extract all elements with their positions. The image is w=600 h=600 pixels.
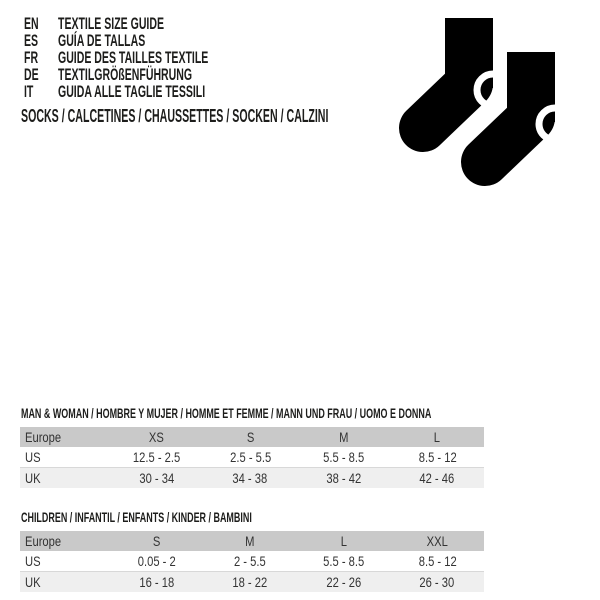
language-title: TEXTILGRÖßENFÜHRUNG xyxy=(58,64,193,84)
size-value: 22 - 26 xyxy=(326,574,362,590)
table-row xyxy=(20,447,484,468)
column-header: M xyxy=(339,429,349,445)
region-label: US xyxy=(25,553,41,569)
region-label: UK xyxy=(25,470,41,486)
column-header: L xyxy=(340,533,347,549)
size-value: 8.5 - 12 xyxy=(418,449,457,465)
table-row xyxy=(20,468,484,489)
language-code: ES xyxy=(24,30,39,50)
language-row-de xyxy=(24,66,300,83)
size-value: 8.5 - 12 xyxy=(418,553,457,569)
header-row xyxy=(20,531,484,551)
sock-back xyxy=(423,18,509,128)
adult-size-table xyxy=(20,406,484,488)
column-header: XS xyxy=(149,429,165,445)
column-header: Europe xyxy=(25,533,62,549)
language-code: FR xyxy=(24,47,39,67)
size-value: 5.5 - 8.5 xyxy=(323,553,365,569)
language-code: IT xyxy=(24,81,34,101)
header-row xyxy=(20,427,484,447)
region-label: US xyxy=(25,449,41,465)
language-row-en xyxy=(24,15,300,32)
children-table-title: CHILDREN / INFANTIL / ENFANTS / KINDER / BAMBINI xyxy=(21,509,252,525)
column-header: XXL xyxy=(426,533,448,549)
language-code: DE xyxy=(24,64,39,84)
column-header: Europe xyxy=(25,429,62,445)
table-row xyxy=(20,551,484,572)
size-value: 42 - 46 xyxy=(419,470,455,486)
column-header: S xyxy=(246,429,254,445)
children-table xyxy=(20,531,484,592)
size-value: 34 - 38 xyxy=(232,470,268,486)
language-title: TEXTILE SIZE GUIDE xyxy=(58,13,165,33)
category-title-text: SOCKS / CALCETINES / CHAUSSETTES / SOCKEN / CALZINI xyxy=(21,106,329,126)
language-list xyxy=(24,15,300,100)
size-value: 16 - 18 xyxy=(139,574,175,590)
size-value: 38 - 42 xyxy=(326,470,362,486)
size-value: 18 - 22 xyxy=(232,574,268,590)
language-row-it xyxy=(24,83,300,100)
socks-icon xyxy=(399,18,575,190)
language-title: GUÍA DE TALLAS xyxy=(58,30,146,50)
language-code: EN xyxy=(24,13,39,33)
table-row xyxy=(20,572,484,593)
column-header: S xyxy=(153,533,161,549)
size-value: 0.05 - 2 xyxy=(137,553,176,569)
size-value: 12.5 - 2.5 xyxy=(133,449,181,465)
size-value: 26 - 30 xyxy=(419,574,455,590)
column-header: M xyxy=(245,533,255,549)
size-value: 2 - 5.5 xyxy=(234,553,267,569)
adult-table-title: MAN & WOMAN / HOMBRE Y MUJER / HOMME ET FEMME / MANN UND FRAU / UOMO E DONNA xyxy=(21,405,432,421)
size-value: 30 - 34 xyxy=(139,470,175,486)
language-row-fr xyxy=(24,49,300,66)
children-size-table xyxy=(20,510,484,592)
region-label: UK xyxy=(25,574,41,590)
size-value: 5.5 - 8.5 xyxy=(323,449,365,465)
language-title: GUIDA ALLE TAGLIE TESSILI xyxy=(58,81,206,101)
language-row-es xyxy=(24,32,300,49)
size-value: 2.5 - 5.5 xyxy=(229,449,271,465)
language-title: GUIDE DES TAILLES TEXTILE xyxy=(58,47,209,67)
adult-table xyxy=(20,427,484,488)
column-header: L xyxy=(434,429,441,445)
